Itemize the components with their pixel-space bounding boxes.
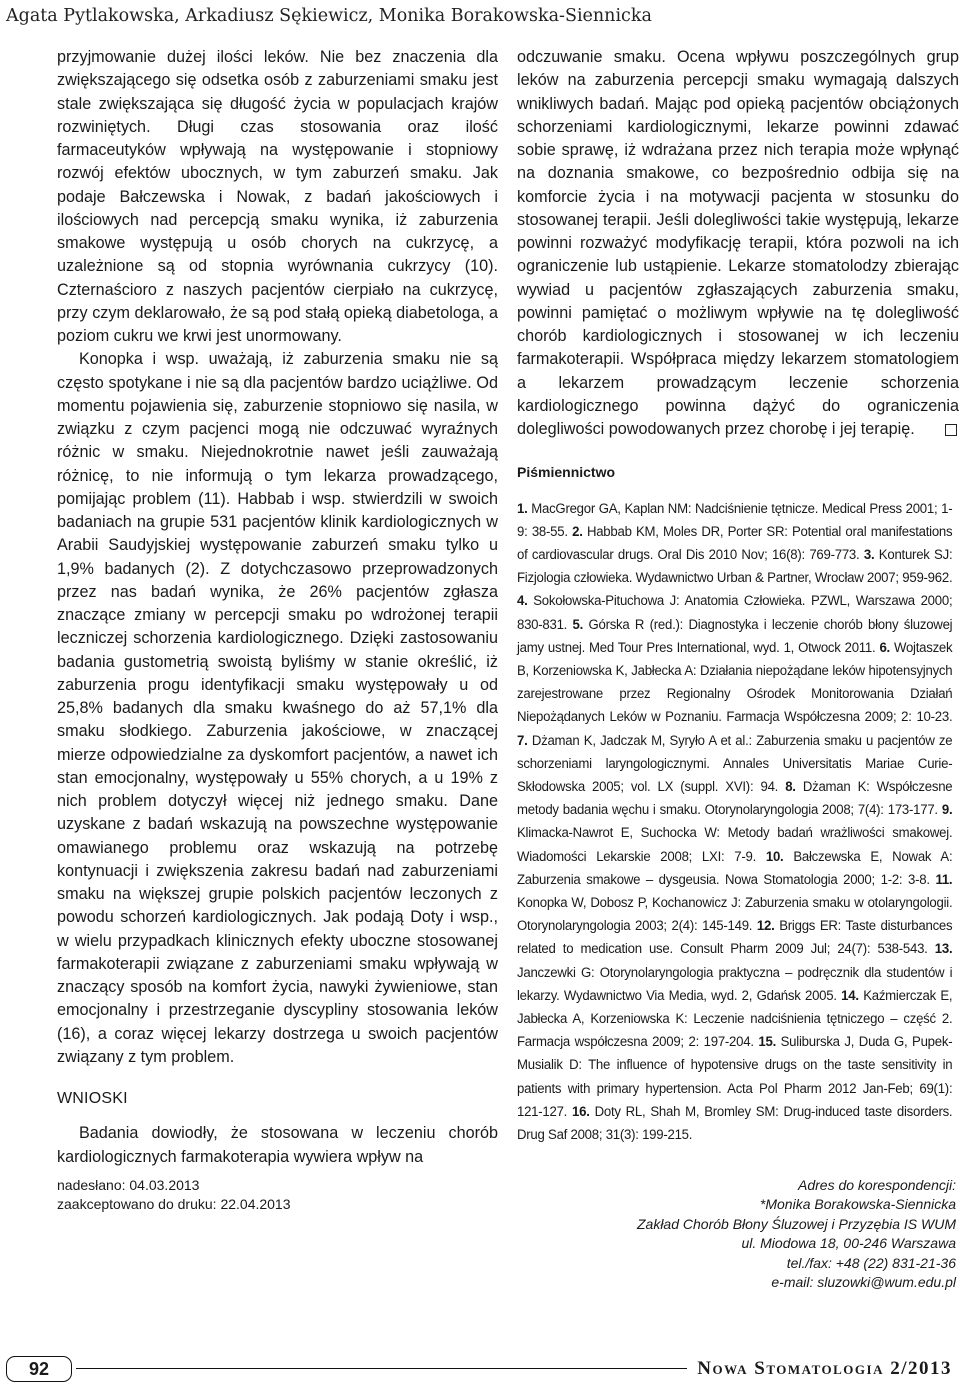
address-street: ul. Miodowa 18, 00-246 Warszawa	[741, 1235, 956, 1252]
left-column	[57, 46, 498, 1169]
end-of-article-square-icon	[945, 424, 957, 436]
references-heading: Piśmiennictwo	[517, 464, 616, 481]
reference-number: 14.	[841, 987, 859, 1003]
reference-number: 3.	[863, 546, 875, 562]
reference-number: 9.	[941, 802, 953, 818]
address-name: *Monika Borakowska-Siennicka	[759, 1196, 956, 1213]
reference-text: Konturek SJ: Fizjologia człowieka. Wydawnictwo Urban & Partner, Wrocław 2007; 959-962.	[517, 546, 953, 586]
reference-text: Konopka W, Dobosz P, Kochanowicz J: Zaburzenia smaku w otolaryngologii. Otorynolaryngologia 2003; 2(4): 145-149.	[517, 894, 953, 934]
reference-text: Doty RL, Shah M, Bromley SM: Drug-induced taste disorders. Drug Saf 2008; 31(3): 199-215.	[517, 1103, 953, 1142]
reference-text: Janczewki G: Otorynolaryngologia praktyczna – podręcznik dla studentów i lekarzy. Wydawnictwo Via Media, wyd. 2, Gdańsk 2005.	[517, 964, 953, 1003]
correspondence-address	[637, 1176, 956, 1292]
address-email: e-mail: sluzowki@wum.edu.pl	[771, 1274, 956, 1291]
address-institution: Zakład Chorób Błony Śluzowej i Przyzębia IS WUM	[636, 1215, 956, 1232]
reference-text: MacGregor GA, Kaplan NM: Nadciśnienie tętnicze. Medical Press 2001; 1-9: 38-55.	[517, 500, 953, 539]
reference-number: 10.	[765, 848, 784, 864]
reference-item	[517, 1104, 952, 1142]
reference-number: 2.	[572, 523, 583, 539]
running-head-authors: Agata Pytlakowska, Arkadiusz Sękiewicz, Monika Borakowska-Siennicka	[6, 6, 652, 26]
reference-number: 15.	[758, 1034, 776, 1050]
body-paragraph: przyjmowanie dużej ilości leków. Nie bez znaczenia dla zwiększającego się odsetka osób z zaburzeniami smaku jest stale zwiększająca się długość życia w populacjach krajów rozwiniętych. Długi czas stosowania oraz ilość farmaceutyków wpływają na występowanie i stopniowy rozwój efektów ubocznych, w tym zaburzeń smaku. Jak podaje Bałczewska i Nowak, z badań jakościowych i ilościowych nad percepcją smaku wynika, iż zaburzenia smakowe występują u osób chorych na cukrzycę, a uzależnione są od stopnia wyrównania cukrzycy (10). Czternaścioro z naszych pacjentów cierpiało na cukrzycę, przy czym deklarowało, że są pod stałą opieką diabetologa, a poziom cukru we krwi jest unormowany.	[57, 48, 498, 345]
reference-number: 12.	[756, 918, 775, 934]
reference-text: Klimacka-Nawrot E, Suchocka W: Metody badań wrażliwości smakowej. Wiadomości Lekarskie 2008; LXI: 7-9.	[517, 825, 953, 864]
section-heading-conclusions: WNIOSKI	[57, 1090, 128, 1107]
reference-text: Briggs ER: Taste disturbances related to medication use. Consult Pharm 2009 Jul; 24(7): 538-543.	[517, 918, 953, 957]
page-number: 92	[6, 1356, 72, 1382]
reference-text: Wojtaszek B, Korzeniowska K, Jabłecka A: Działania niepożądane leków hipotensyjnych zarejestrowane przez Regionalny Ośrodek Monitorowania Działań Niepożądanych Leków w Poznaniu. Farmacja Współczesna 2009; 2: 10-23.	[517, 639, 953, 725]
accepted-date: zaakceptowano do druku: 22.04.2013	[57, 1196, 291, 1212]
reference-number: 5.	[572, 616, 584, 632]
reference-text: Bałczewska E, Nowak A: Zaburzenia smakowe – dysgeusia. Nowa Stomatologia 2000; 1-2: 3-8.	[517, 848, 953, 887]
reference-number: 13.	[934, 941, 953, 957]
reference-number: 11.	[935, 871, 953, 887]
body-paragraph-text: odczuwanie smaku. Ocena wpływu poszczególnych grup leków na zaburzenia percepcji smaku wymagają dalszych wnikliwych badań. Mając pod opieką pacjentów obciążonych schorzeniami kardiologicznymi, lekarze powinni zdawać sobie sprawę, iż wdrażana przez nich terapia może wpłynąć na doznania smakowe, co bezpośrednio odbija się na komforcie życia i na motywacji pacjenta w stosunku do stosowanej terapii. Jeśli dolegliwości takie występują, lekarze powinni rozważyć modyfikację terapii, która pozwoli na ich ograniczenie lub ustąpienie. Lekarze stomatolodzy zbierając wywiad u pacjentów zgłaszających zaburzenia smaku, powinni pamiętać o możliwym wpływie na tę dolegliwość chorób kardiologicznych i stosowanej w ich leczeniu farmakoterapii. Współpraca między lekarzem stomatologiem a lekarzem prowadzącym leczenie schorzenia kardiologicznego powinna dążyć do ograniczenia dolegliwości powodowanych przez chorobę i jej terapię.	[517, 48, 959, 438]
reference-number: 16.	[572, 1103, 590, 1119]
reference-number: 4.	[517, 593, 528, 609]
submission-dates	[57, 1176, 291, 1214]
body-paragraph: Badania dowiodły, że stosowana w leczeniu chorób kardiologicznych farmakoterapia wywiera wpływ na	[57, 1124, 498, 1166]
page-footer	[6, 1356, 952, 1384]
reference-number: 6.	[879, 639, 890, 655]
references-list	[517, 497, 952, 1147]
reference-number: 8.	[785, 778, 796, 794]
reference-text: Górska R (red.): Diagnostyka i leczenie chorób błony śluzowej jamy ustnej. Med Tour Pres International, wyd. 1, Otwock 2011.	[517, 616, 953, 655]
reference-number: 7.	[517, 732, 528, 748]
right-column	[517, 46, 959, 1146]
received-date: nadesłano: 04.03.2013	[57, 1177, 200, 1193]
reference-text: Dżaman K, Jadczak M, Syryło A et al.: Zaburzenia smaku u pacjentów ze schorzeniami laryngologicznymi. Annales Universitatis Mariae Curie-Skłodowska 2005; vol. LX (suppl. XVI): 94.	[517, 732, 953, 794]
address-phone: tel./fax: +48 (22) 831-21-36	[786, 1254, 956, 1271]
address-label: Adres do korespondencji:	[798, 1177, 956, 1193]
body-paragraph	[517, 46, 959, 441]
journal-name: Nowa Stomatologia 2/2013	[687, 1356, 952, 1382]
reference-text: Kaźmierczak E, Jabłecka A, Korzeniowska K: Leczenie nadciśnienia tętniczego – część 2. Farmacja współczesna 2009; 2: 197-204.	[517, 987, 953, 1050]
reference-number: 1.	[517, 500, 528, 516]
reference-text: Suliburska J, Duda G, Pupek-Musialik D: The influence of hypotensive drugs on the taste sensitivity in patients with primary hypertension. Acta Pol Pharm 2012 Jan-Feb; 69(1): 121-127.	[517, 1034, 953, 1119]
reference-text: Dżaman K: Współczesne metody badania węchu i smaku. Otorynolaryngologia 2008; 7(4): 173-177.	[517, 778, 953, 818]
reference-text: Habbab KM, Moles DR, Porter SR: Potential oral manifestations of cardiovascular drugs. Oral Dis 2010 Nov; 16(8): 769-773.	[517, 523, 953, 562]
reference-text: Sokołowska-Pituchowa J: Anatomia Człowieka. PZWL, Warszawa 2000; 830-831.	[517, 593, 953, 632]
body-paragraph: Konopka i wsp. uważają, iż zaburzenia smaku nie są często spotykane i nie są dla pacjentów bardzo uciążliwe. Od momentu pojawienia się, zaburzenie stopniowo się nasila, w związku z czym pacjenci mogą nie odczuwać wyraźnych różnic w smaku. Niejednokrotnie nawet jeśli zauważają różnicę, to nie informują o tym lekarza prowadzącego, pomijając problem (11). Habbab i wsp. stwierdzili w swoich badaniach na grupie 531 pacjentów klinik kardiologicznych w Arabii Saudyjskiej występowanie zaburzeń smaku tylko u 1,9% badanych (2). Z dotychczasowo przeprowadzonych przez nas badań wynika, że 26% pacjentów zgłasza znaczące zmiany w percepcji smaku po wdrożonej terapii leczniczej schorzenia kardiologicznego. Dzięki zastosowaniu badania gustometrią swoistą byliśmy w stanie określić, iż zaburzenia progu identyfikacji smaku występowały u od 25,8% badanych dla smaku kwaśnego do aż 57,1% dla smaku słodkiego. Zaburzenia jakościowe, w znaczącej mierze odpowiedzialne za dyskomfort pacjentów, a nawet ich stan emocjonalny, występowały u 55% chorych, a u 19% z nich problem dotyczył więcej niż jednego smaku. Dane uzyskane z badań wskazują na powszechne występowanie omawianego problemu oraz wskazują na potrzebę kontynuacji i zwiększenia zakresu badań nad zaburzeniami smaku na większej grupie polskich pacjentów leczonych z powodu schorzeń kardiologicznych. Jak podają Doty i wsp., w wielu przypadkach klinicznych efekty uboczne stosowanej farmakoterapii związane z zaburzeniami smaku wpływają w znaczący sposób na komfort życia, nawyki żywieniowe, stan emocjonalny i przestrzeganie dyscypliny stosowania leków (16), a coraz więcej lekarzy dostrzega u swoich pacjentów związany z tym problem.	[57, 350, 498, 1066]
